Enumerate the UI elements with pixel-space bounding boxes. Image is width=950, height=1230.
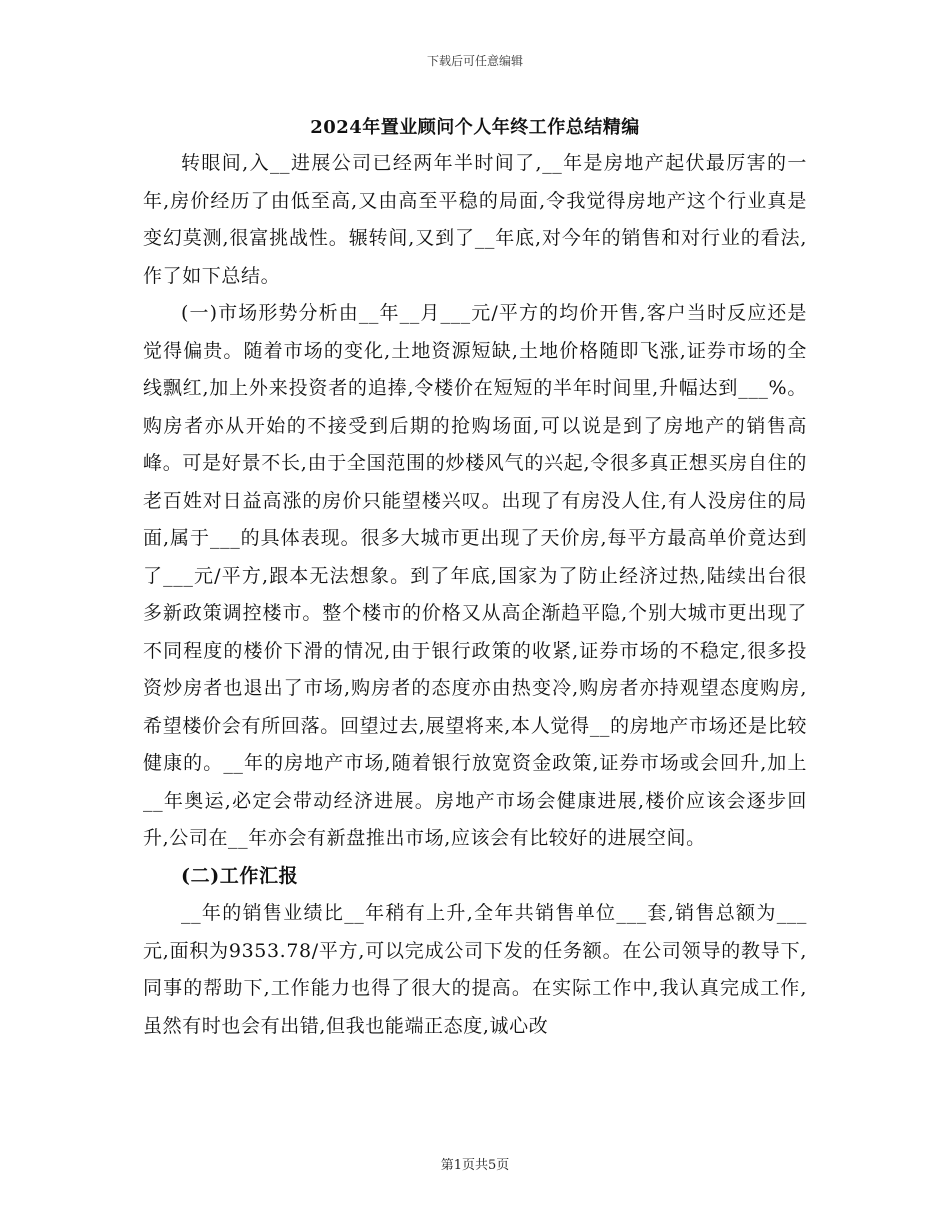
- section-heading-work-report: (二)工作汇报: [181, 864, 299, 887]
- page-number-footer: 第1页共5页: [440, 1158, 510, 1173]
- document-title: 2024年置业顾问个人年终工作总结精编: [310, 117, 640, 138]
- paragraph-work-report: __年的销售业绩比__年稍有上升,全年共销售单位___套,销售总额为___元,面积为9353.78/平方,可以完成公司下发的任务额。在公司领导的教导下,同事的帮助下,工作能力也得了很大的提高。在实际工作中,我认真完成工作,虽然有时也会有出错,但我也能端正态度,诚心改: [143, 902, 807, 1037]
- page-header-note: 下载后可任意编辑: [426, 54, 523, 68]
- paragraph-market-analysis: (一)市场形势分析由__年__月___元/平方的均价开售,客户当时反应还是觉得偏贵。随着市场的变化,土地资源短缺,土地价格随即飞涨,证券市场的全线飘红,加上外来投资者的追捧,令楼价在短短的半年时间里,升幅达到___%。购房者亦从开始的不接受到后期的抢购场面,可以说是到了房地产的销售高峰。可是好景不长,由于全国范围的炒楼风气的兴起,令很多真正想买房自住的老百姓对日益高涨的房价只能望楼兴叹。出现了有房没人住,有人没房住的局面,属于___的具体表现。很多大城市更出现了天价房,每平方最高单价竟达到了___元/平方,跟本无法想象。到了年底,国家为了防止经济过热,陆续出台很多新政策调控楼市。整个楼市的价格又从高企渐趋平隐,个别大城市更出现了不同程度的楼价下滑的情况,由于银行政策的收紧,证券市场的不稳定,很多投资炒房者也退出了市场,购房者的态度亦由热变冷,购房者亦持观望态度购房,希望楼价会有所回落。回望过去,展望将来,本人觉得__的房地产市场还是比较健康的。__年的房地产市场,随着银行放宽资金政策,证券市场或会回升,加上__年奥运,必定会带动经济进展。房地产市场会健康进展,楼价应该会逐步回升,公司在__年亦会有新盘推出市场,应该会有比较好的进展空间。: [143, 302, 807, 849]
- paragraph-intro: 转眼间,入__进展公司已经两年半时间了,__年是房地产起伏最厉害的一年,房价经历了由低至高,又由高至平稳的局面,令我觉得房地产这个行业真是变幻莫测,很富挑战性。辗转间,又到了__年底,对今年的销售和对行业的看法,作了如下总结。: [143, 152, 807, 287]
- document-body: [143, 145, 807, 1045]
